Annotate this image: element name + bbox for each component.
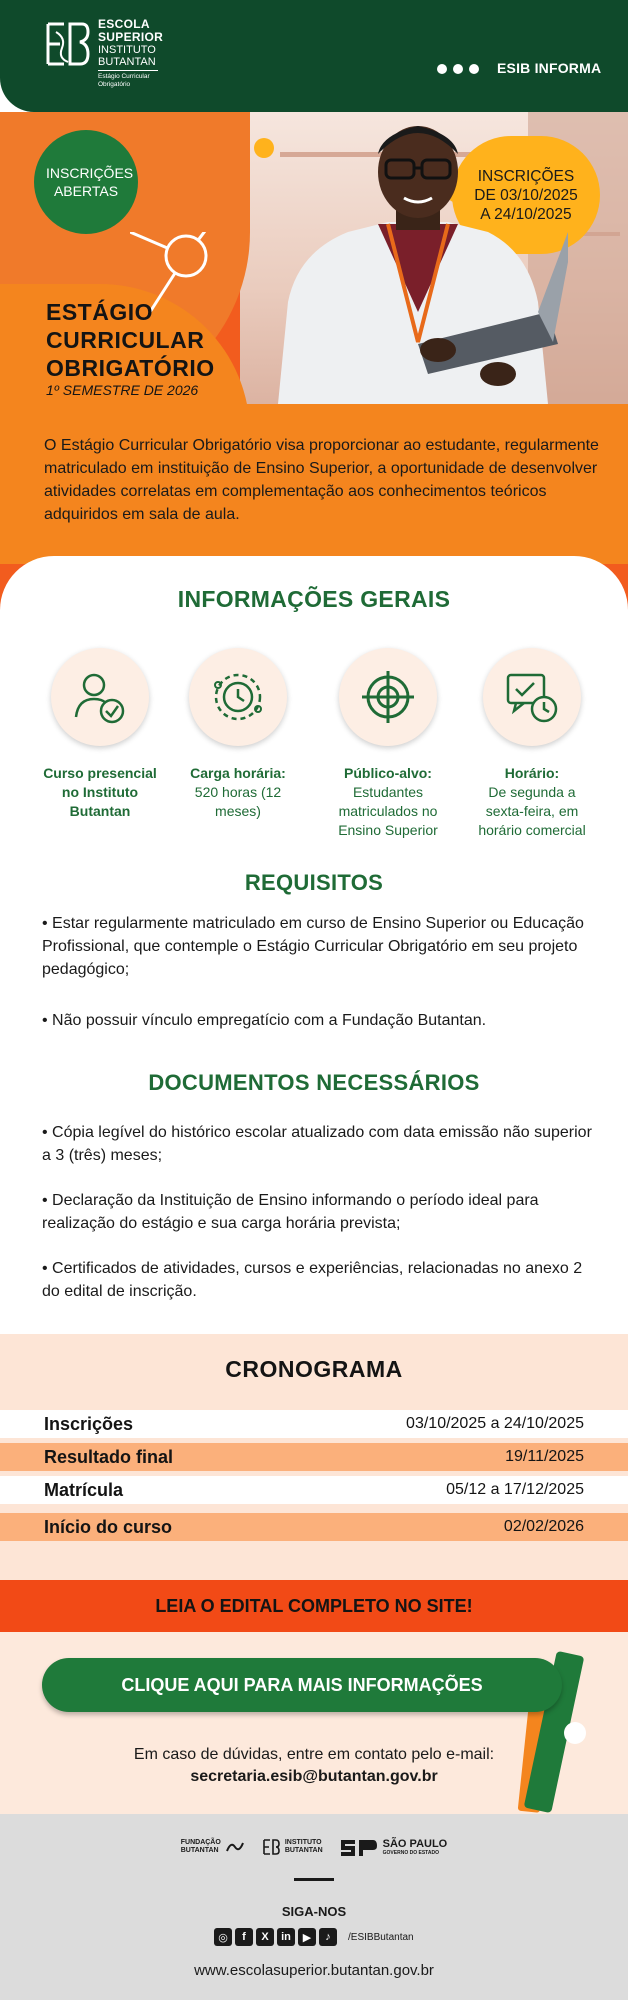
facebook-icon[interactable]: f <box>235 1928 253 1946</box>
info-body: Estudantes matriculados no Ensino Superior <box>338 784 438 838</box>
info-item-audience <box>328 648 448 840</box>
hero-title <box>46 298 215 382</box>
badge-dates-line3: A 24/10/2025 <box>480 205 572 223</box>
logo2-line1: INSTITUTO <box>284 1839 322 1846</box>
intro-paragraph: O Estágio Curricular Obrigatório visa proporcionar ao estudante, regularmente matriculado em instituição de Ensino Superior, a oportunidade de desenvolver atividades correlatas em complementação aos conhecimentos teóricos adquiridos em sala de aula. <box>44 437 599 523</box>
documento-item-1: • Cópia legível do histórico escolar atualizado com data emissão não superior a 3 (três) meses; <box>42 1124 592 1164</box>
requisito-item-1: • Estar regularmente matriculado em curso de Ensino Superior ou Educação Profissional, que contemple o Estágio Curricular Obrigatório em seu projeto pedagógico; <box>42 915 584 978</box>
hero-title-line3: OBRIGATÓRIO <box>46 355 215 381</box>
person-check-icon <box>70 667 130 727</box>
info-label-hours <box>178 764 298 821</box>
hero-subtitle: 1º SEMESTRE DE 2026 <box>46 382 199 398</box>
info-head: Curso presencial no Instituto Butantan <box>43 765 157 819</box>
edital-banner-text: LEIA O EDITAL COMPLETO NO SITE! <box>155 1595 473 1616</box>
info-circle <box>339 648 437 746</box>
contact-email-link[interactable]: secretaria.esib@butantan.gov.br <box>190 1768 438 1785</box>
logo1-line1: FUNDAÇÃO <box>180 1839 221 1846</box>
hero-title-line1: ESTÁGIO <box>46 299 154 325</box>
info-body: 520 horas (12 meses) <box>194 784 282 819</box>
logo2-line2: BUTANTAN <box>284 1847 323 1854</box>
documento-item-2: • Declaração da Instituição de Ensino informando o período ideal para realização do estágio e sua carga horária prevista; <box>42 1192 539 1232</box>
info-item-course <box>40 648 160 821</box>
info-label-audience <box>328 764 448 840</box>
documentos-title: DOCUMENTOS NECESSÁRIOS <box>148 1070 480 1095</box>
schedule-value: 02/02/2026 <box>503 1518 584 1535</box>
instagram-icon[interactable]: ◎ <box>214 1928 232 1946</box>
fundacao-butantan-logo[interactable] <box>181 1837 245 1857</box>
follow-label: SIGA-NOS <box>281 1904 347 1919</box>
clock-icon <box>208 667 268 727</box>
badge-dates-line2: DE 03/10/2025 <box>474 186 578 204</box>
x-icon[interactable]: X <box>256 1928 274 1946</box>
header-bar <box>0 0 628 112</box>
student-photo <box>248 112 568 404</box>
target-icon <box>358 667 418 727</box>
info-label-schedule <box>472 764 592 840</box>
badge-open-text: INSCRIÇÕES ABERTAS <box>46 165 134 199</box>
info-circle <box>483 648 581 746</box>
info-item-schedule <box>472 648 592 840</box>
inscricoes-abertas-badge <box>34 130 138 234</box>
social-links <box>214 1928 414 1946</box>
info-circle <box>51 648 149 746</box>
governo-sp-logo[interactable] <box>339 1836 448 1858</box>
website-link[interactable]: www.escolasuperior.butantan.gov.br <box>194 1962 434 1979</box>
contact-text: Em caso de dúvidas, entre em contato pelo e-mail: <box>133 1746 495 1763</box>
info-label-course <box>40 764 160 821</box>
schedule-key: Início do curso <box>44 1516 173 1537</box>
schedule-row <box>0 1513 628 1541</box>
info-head: Horário: <box>504 765 560 781</box>
partner-logos <box>0 1836 628 1858</box>
info-head: Carga horária: <box>190 765 286 781</box>
edital-banner[interactable] <box>0 1580 628 1632</box>
sp-mark-icon <box>339 1836 379 1858</box>
social-handle: /ESIBButantan <box>348 1931 414 1943</box>
schedule-key: Matrícula <box>44 1479 124 1500</box>
requisitos-title: REQUISITOS <box>244 870 384 895</box>
youtube-icon[interactable]: ▶ <box>298 1928 316 1946</box>
schedule-key: Inscrições <box>44 1413 134 1434</box>
documento-item-3: • Certificados de atividades, cursos e experiências, relacionadas no anexo 2 do edital de inscrição. <box>42 1260 583 1300</box>
logo-small: Estágio Curricular Obrigatório <box>98 70 158 89</box>
schedule-value: 05/12 a 17/12/2025 <box>446 1481 584 1498</box>
info-body: De segunda a sexta-feira, em horário comercial <box>478 784 586 838</box>
schedule-row <box>0 1410 628 1438</box>
linkedin-icon[interactable]: in <box>277 1928 295 1946</box>
schedule-key: Resultado final <box>44 1446 174 1467</box>
logo-line4: BUTANTAN <box>98 56 156 68</box>
ib-mark-icon <box>261 1837 281 1857</box>
snake-icon <box>225 1837 245 1857</box>
info-head: Público-alvo: <box>344 765 432 781</box>
info-item-hours <box>178 648 298 821</box>
hero-section <box>0 112 628 632</box>
logo1-line2: BUTANTAN <box>180 1847 219 1854</box>
tiktok-icon[interactable]: ♪ <box>319 1928 337 1946</box>
schedule-row <box>0 1476 628 1504</box>
esib-logo[interactable] <box>42 18 163 89</box>
logo-line2: SUPERIOR <box>98 30 164 44</box>
dots-icon <box>437 64 479 74</box>
logo3-line2: GOVERNO DO ESTADO <box>382 1849 439 1856</box>
decorative-dot <box>564 1722 586 1744</box>
badge-dates-line1: INSCRIÇÕES <box>477 167 575 185</box>
schedule-value: 03/10/2025 a 24/10/2025 <box>406 1415 584 1432</box>
footer-divider <box>294 1878 334 1881</box>
schedule-value: 19/11/2025 <box>505 1448 584 1465</box>
requisito-item-2: • Não possuir vínculo empregatício com a Fundação Butantan. <box>42 1012 487 1029</box>
esib-informa-label: ESIB INFORMA <box>497 60 602 76</box>
hero-title-line2: CURRICULAR <box>46 327 205 353</box>
calendar-clock-icon <box>502 667 562 727</box>
logo3-line1: SÃO PAULO <box>382 1837 448 1850</box>
cronograma-title: CRONOGRAMA <box>225 1356 403 1382</box>
logo-text <box>98 18 163 89</box>
more-info-button[interactable]: CLIQUE AQUI PARA MAIS INFORMAÇÕES <box>42 1658 562 1712</box>
schedule-row <box>0 1443 628 1471</box>
info-title: INFORMAÇÕES GERAIS <box>177 586 451 612</box>
logo-line3: INSTITUTO <box>98 44 156 56</box>
info-circle <box>189 648 287 746</box>
esib-logo-icon <box>42 18 92 70</box>
instituto-butantan-logo[interactable] <box>261 1837 323 1857</box>
logo-line1: ESCOLA <box>98 17 150 31</box>
